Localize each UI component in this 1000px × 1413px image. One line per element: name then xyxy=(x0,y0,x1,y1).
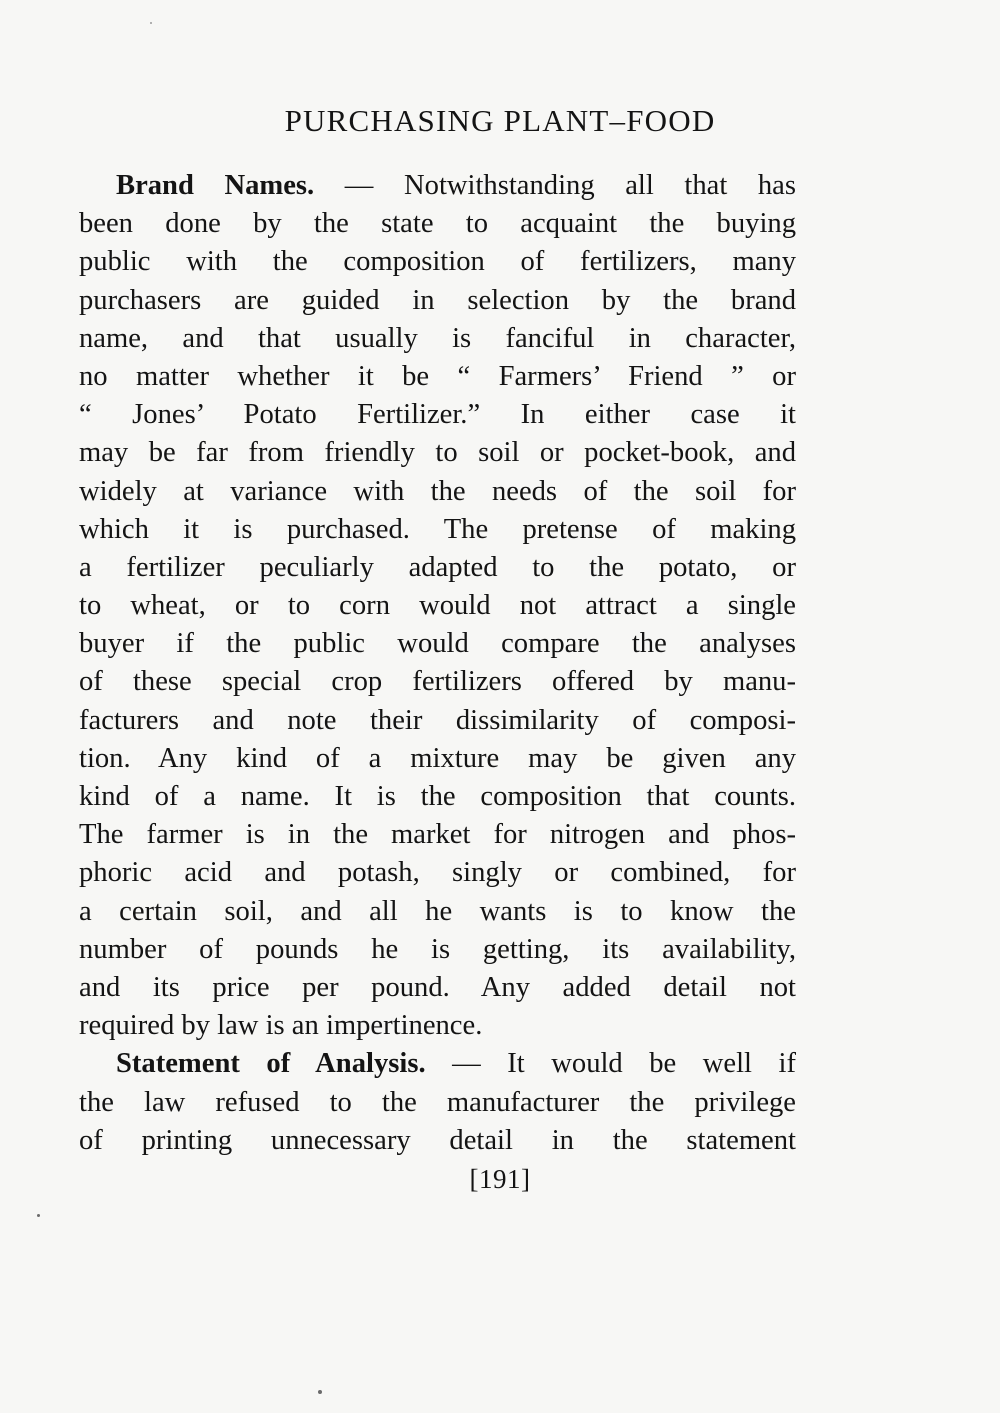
scan-speck xyxy=(150,22,152,24)
scan-speck xyxy=(318,1390,322,1394)
paragraph-line xyxy=(79,167,796,205)
page-number: [191] xyxy=(469,1164,531,1194)
run-in-heading: Brand Names. xyxy=(116,170,315,201)
paragraph-line: the law refused to the manufacturer the privilege xyxy=(79,1086,796,1118)
paragraph-line: public with the composition of fertilizers, many xyxy=(79,246,796,278)
paragraph-line: required by law is an impertinence. xyxy=(79,1010,483,1042)
paragraph-line: widely at variance with the needs of the soil for xyxy=(79,475,796,507)
paragraph-line: “ Jones’ Potato Fertilizer.” In either case it xyxy=(79,399,796,431)
paragraph-line: facturers and note their dissimilarity of composi- xyxy=(79,704,796,736)
paragraph-line: no matter whether it be “ Farmers’ Friend ” or xyxy=(79,360,796,392)
paragraph-line: name, and that usually is fanciful in character, xyxy=(79,322,796,354)
paragraph-line: purchasers are guided in selection by the brand xyxy=(79,284,796,316)
paragraph-line: a certain soil, and all he wants is to know the xyxy=(79,895,796,927)
running-head: PURCHASING PLANT–FOOD xyxy=(284,103,716,138)
line-text: — It would be well if xyxy=(425,1048,796,1080)
scan-speck xyxy=(37,1214,40,1217)
paragraph-line: phoric acid and potash, singly or combined, for xyxy=(79,857,796,889)
paragraph-line: of these special crop fertilizers offered by manu- xyxy=(79,666,796,698)
paragraph-line: buyer if the public would compare the analyses xyxy=(79,628,796,660)
paragraph-line: The farmer is in the market for nitrogen and phos- xyxy=(79,819,796,851)
paragraph-line: tion. Any kind of a mixture may be given any xyxy=(79,742,796,774)
body-text xyxy=(79,167,796,1160)
paragraph-line: a fertilizer peculiarly adapted to the potato, or xyxy=(79,551,796,583)
run-in-heading: Statement of Analysis. xyxy=(116,1048,426,1080)
paragraph-line xyxy=(79,1045,796,1083)
paragraph-line: of printing unnecessary detail in the statement xyxy=(79,1124,796,1156)
paragraph-line: to wheat, or to corn would not attract a single xyxy=(79,590,796,622)
line-text: — Notwithstanding all that has xyxy=(314,170,796,201)
paragraph-line: number of pounds he is getting, its availability, xyxy=(79,933,796,965)
paragraph-line: which it is purchased. The pretense of making xyxy=(79,513,796,545)
paragraph-line: may be far from friendly to soil or pocket-book, and xyxy=(79,437,796,469)
paragraph-line: kind of a name. It is the composition that counts. xyxy=(79,781,796,812)
paragraph-line: been done by the state to acquaint the buying xyxy=(79,208,796,240)
paragraph-line: and its price per pound. Any added detail not xyxy=(79,971,796,1003)
